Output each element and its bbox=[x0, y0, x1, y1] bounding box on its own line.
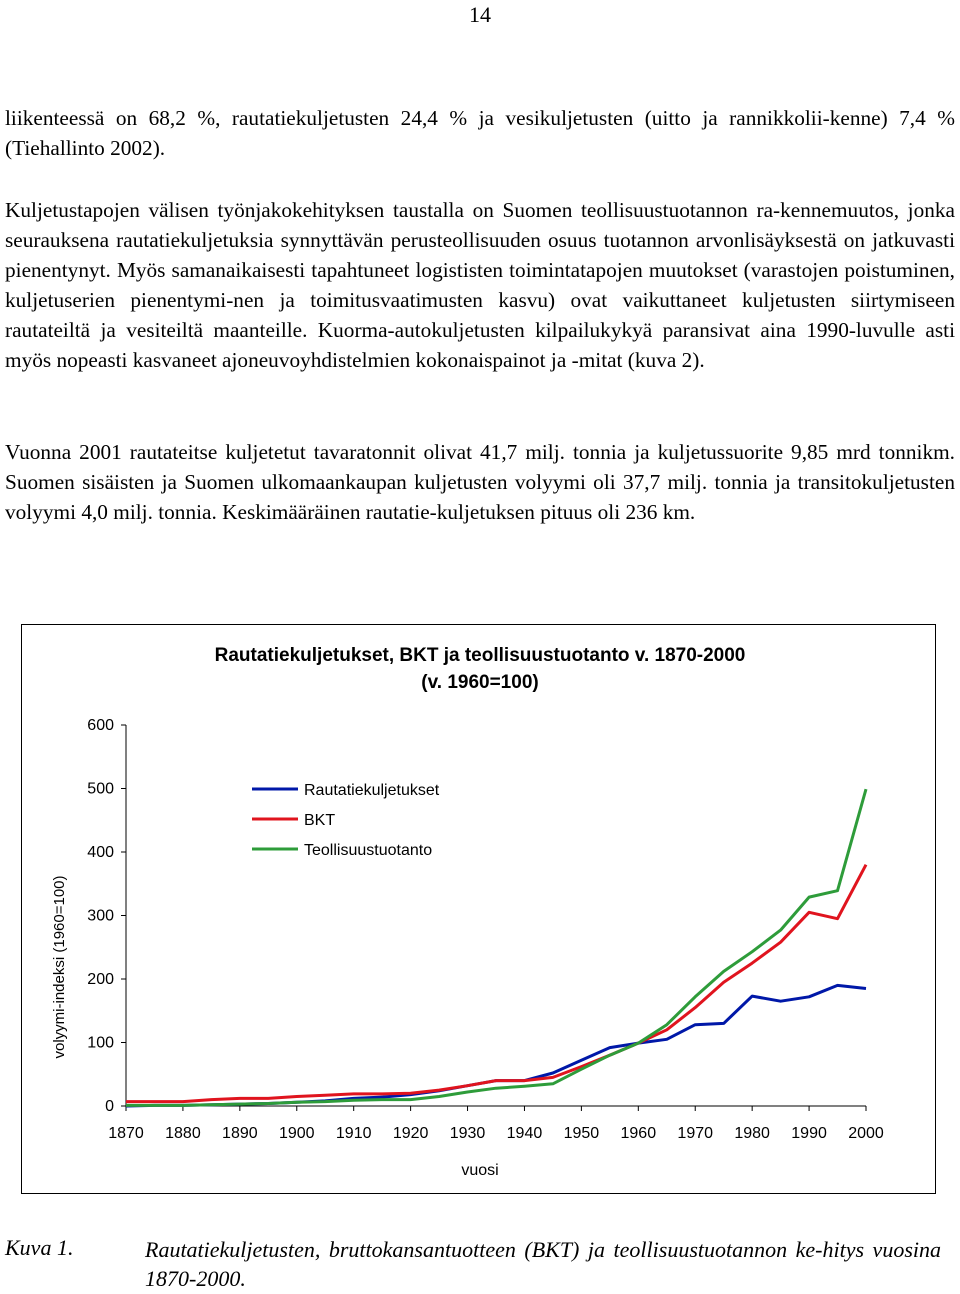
series-lines bbox=[126, 789, 866, 1106]
x-tick-label-1920: 1920 bbox=[392, 1125, 429, 1142]
series-line-bkt bbox=[126, 865, 866, 1102]
chart-frame bbox=[21, 624, 936, 1194]
y-tick-label-400: 400 bbox=[87, 844, 114, 861]
x-tick-label-1940: 1940 bbox=[506, 1125, 543, 1142]
x-tick-label-1910: 1910 bbox=[335, 1125, 372, 1142]
paragraph-3: Vuonna 2001 rautateitse kuljetetut tavaratonnit olivat 41,7 milj. tonnia ja kuljetussuorite 9,85 mrd tonnikm. Suomen sisäisten ja Suomen ulkomaankaupan kuljetusten volyymi oli 37,7 milj. tonnia ja transitokuljetusten volyymi 4,0 milj. tonnia. Keskimääräinen rautatie-kuljetuksen pituus oli 236 km. bbox=[5, 440, 955, 524]
x-axis-label: vuosi bbox=[461, 1162, 499, 1179]
line-chart bbox=[22, 625, 935, 1193]
x-tick-label-1890: 1890 bbox=[222, 1125, 258, 1142]
x-tick-label-1870: 1870 bbox=[108, 1125, 144, 1142]
y-tick-label-600: 600 bbox=[87, 717, 114, 734]
y-tick-label-100: 100 bbox=[87, 1034, 114, 1052]
x-tick-label-1880: 1880 bbox=[165, 1125, 201, 1142]
y-tick-label-300: 300 bbox=[87, 907, 114, 925]
y-tick-label-500: 500 bbox=[87, 780, 114, 798]
paragraph-2: Kuljetustapojen välisen työnjakokehityksen taustalla on Suomen teollisuustuotannon ra-kennemuutos, jonka seurauksena rautatiekuljetuksia synnyttävän perusteollisuuden osuus tuotannon arvonlisäyksestä on jatkuvasti pienentynyt. Myös samanaikaisesti tapahtuneet logististen toimintatapojen muutokset (varastojen poistuminen, kuljetuserien pienentymi-nen ja toimitusvaatimusten kasvu) ovat vaikuttaneet kuljetusten siirtymiseen rautateiltä ja vesiteiltä maanteille. Kuorma-autokuljetusten kilpailukykyä paransivat aina 1990-luvulle asti myös nopeasti kasvaneet ajoneuvoyhdistelmien kokonaispainot ja -mitat (kuva 2). bbox=[5, 198, 955, 372]
figure-caption-label: Kuva 1. bbox=[5, 1235, 74, 1260]
x-tick-label-1970: 1970 bbox=[677, 1125, 714, 1142]
x-tick-label-1930: 1930 bbox=[449, 1125, 486, 1142]
x-tick-label-1980: 1980 bbox=[734, 1125, 770, 1142]
x-tick-label-1960: 1960 bbox=[620, 1125, 657, 1142]
legend-label-rautatiekuljetukset: Rautatiekuljetukset bbox=[304, 782, 440, 799]
chart-title-line1: Rautatiekuljetukset, BKT ja teollisuustuotanto v. 1870-2000 bbox=[214, 645, 746, 666]
legend bbox=[247, 773, 452, 866]
legend-label-teollisuustuotanto: Teollisuustuotanto bbox=[304, 842, 433, 859]
y-ticks bbox=[87, 717, 126, 1115]
x-ticks bbox=[108, 1106, 884, 1142]
series-line-teollisuustuotanto bbox=[126, 789, 866, 1105]
y-tick-label-200: 200 bbox=[87, 971, 114, 988]
chart-title-line2: (v. 1960=100) bbox=[421, 672, 539, 693]
y-tick-label-0: 0 bbox=[105, 1098, 114, 1115]
figure-caption-text: Rautatiekuljetusten, bruttokansantuotteen (BKT) ja teollisuustuotannon ke-hitys vuosina 1870-2000. bbox=[145, 1237, 941, 1291]
y-axis-label: volyymi-indeksi (1960=100) bbox=[51, 875, 68, 1059]
x-tick-label-1900: 1900 bbox=[278, 1125, 315, 1142]
paragraph-1: liikenteessä on 68,2 %, rautatiekuljetusten 24,4 % ja vesikuljetusten (uitto ja rannikkolii-kenne) 7,4 % (Tiehallinto 2002). bbox=[5, 106, 955, 160]
x-tick-label-1950: 1950 bbox=[563, 1125, 600, 1142]
legend-label-bkt: BKT bbox=[304, 812, 336, 829]
page-number: 14 bbox=[469, 2, 491, 27]
x-tick-label-2000: 2000 bbox=[848, 1125, 884, 1142]
x-tick-label-1990: 1990 bbox=[791, 1125, 827, 1142]
